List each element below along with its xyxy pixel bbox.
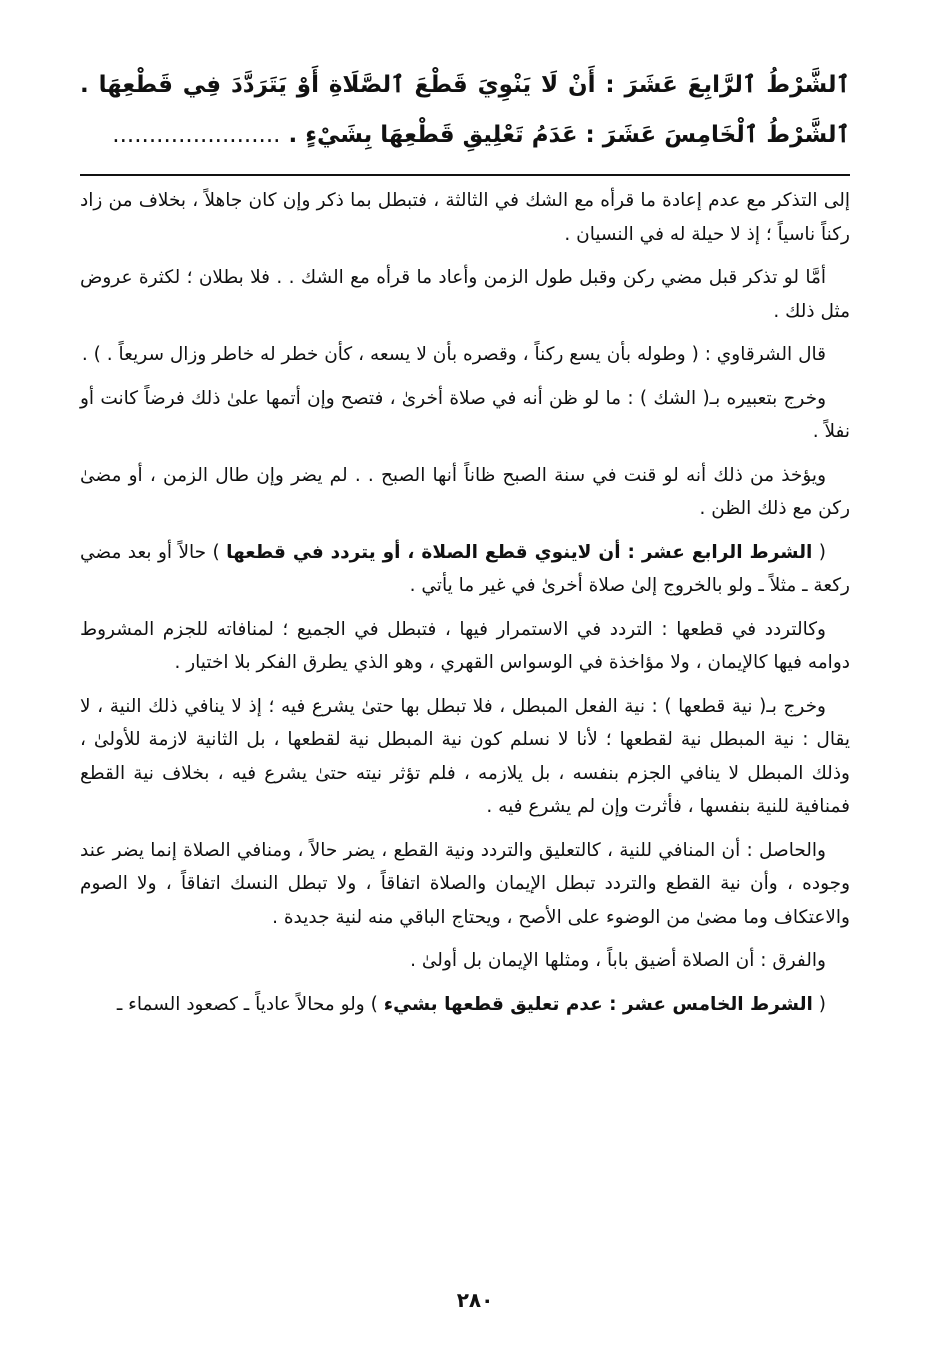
- commentary-paragraph: قال الشرقاوي : ( وطوله بأن يسع ركناً ، وقصره بأن لا يسعه ، كأن خطر له خاطر وزال سريعاً . ) .: [81, 344, 826, 365]
- bracket-open: (: [812, 993, 826, 1015]
- matn-dots: .......................: [112, 122, 281, 148]
- commentary-paragraph: إلى التذكر مع عدم إعادة ما قرأه مع الشك في الثالثة ، فتبطل بما ذكر وإن كان جاهلاً ، بخلاف من زاد ركناً ناسياً ؛ إذ لا حيلة له في النسيان .: [80, 190, 850, 245]
- commentary-paragraph: ويؤخذ من ذلك أنه لو قنت في سنة الصبح ظاناً أنها الصبح . . لم يضر وإن طال الزمن ، أو مضىٰ ركن مع ذلك الظن .: [80, 464, 850, 519]
- commentary-paragraph-condition-14: [80, 536, 850, 603]
- commentary-paragraph: وكالتردد في قطعها : التردد في الاستمرار فيها ، فتبطل في الجميع ؛ لمنافاته للجزم المشروط دوامه فيها كالإيمان ، ولا مؤاخذة في الوسواس القهري ، وهو الذي يطرق الفكر بلا اختيار .: [80, 618, 850, 673]
- condition-14-rest: ) حالاً أو بعد مضي ركعة ـ مثلاً ـ ولو بالخروج إلىٰ صلاة أخرىٰ في غير ما يأتي .: [80, 541, 850, 596]
- bracket-open: (: [812, 541, 827, 563]
- matn-line: ٱلشَّرْطُ ٱلرَّابِعَ عَشَرَ : أَنْ لَا يَنْوِيَ قَطْعَ ٱلصَّلَاةِ أَوْ يَتَرَدَّدَ فِي قَطْعِهَا . ٱلشَّرْطُ ٱلْخَامِسَ عَشَرَ : عَدَمُ تَعْلِيقِ قَطْعِهَا بِشَيْءٍ .: [80, 72, 850, 148]
- commentary-paragraph: والفرق : أن الصلاة أضيق باباً ، ومثلها الإيمان بل أولىٰ .: [410, 950, 826, 971]
- separator-rule: [80, 174, 850, 176]
- condition-15-heading: الشرط الخامس عشر : عدم تعليق قطعها بشيء: [383, 993, 813, 1015]
- commentary-paragraph-condition-15: [80, 988, 850, 1022]
- commentary-paragraph: وخرج بـ( نية قطعها ) : نية الفعل المبطل ، فلا تبطل بها حتىٰ يشرع فيه ؛ إذ لا ينافي ذلك النية ، لا يقال : نية المبطل نية لقطعها ؛ لأنا لا نسلم كون نية المبطل نية لقطعها ، بل الثانية لازمة للأولىٰ ، وذلك المبطل لا ينافي الجزم بنفسه ، بل يلازمه ، فلم تؤثر نيته حتىٰ يشرع فيه ، بخلاف نية القطع فمنافية للنية بنفسها ، فأثرت وإن لم يشرع فيه .: [80, 695, 850, 817]
- commentary-paragraph: أمَّا لو تذكر قبل مضي ركن وقبل طول الزمن وأعاد ما قرأه مع الشك . . فلا بطلان ؛ لكثرة عروض مثل ذلك .: [80, 267, 850, 322]
- matn-text: [80, 60, 850, 160]
- page-body: [80, 60, 850, 1031]
- commentary-paragraph: والحاصل : أن المنافي للنية ، كالتعليق والتردد ونية القطع ، يضر حالاً ، ومنافي الصلاة إنما يضر عند وجوده ، وأن نية القطع والتردد تبطل الإيمان والصلاة اتفاقاً ، ولا تبطل النسك اتفاقاً ، ولا الصوم والاعتكاف وما مضىٰ من الوضوء على الأصح ، ويحتاج الباقي منه لنية جديدة .: [80, 839, 850, 928]
- commentary: [80, 184, 850, 1021]
- condition-15-rest: ) ولو محالاً عادياً ـ كصعود السماء ـ: [116, 993, 384, 1015]
- commentary-paragraph: وخرج بتعبيره بـ( الشك ) : ما لو ظن أنه في صلاة أخرىٰ ، فتصح وإن أتمها علىٰ ذلك فرضاً كانت أو نفلاً .: [80, 387, 850, 442]
- page-number: ٢٨٠: [456, 1288, 494, 1312]
- condition-14-heading: الشرط الرابع عشر : أن لاينوي قطع الصلاة ، أو يتردد في قطعها: [226, 541, 813, 563]
